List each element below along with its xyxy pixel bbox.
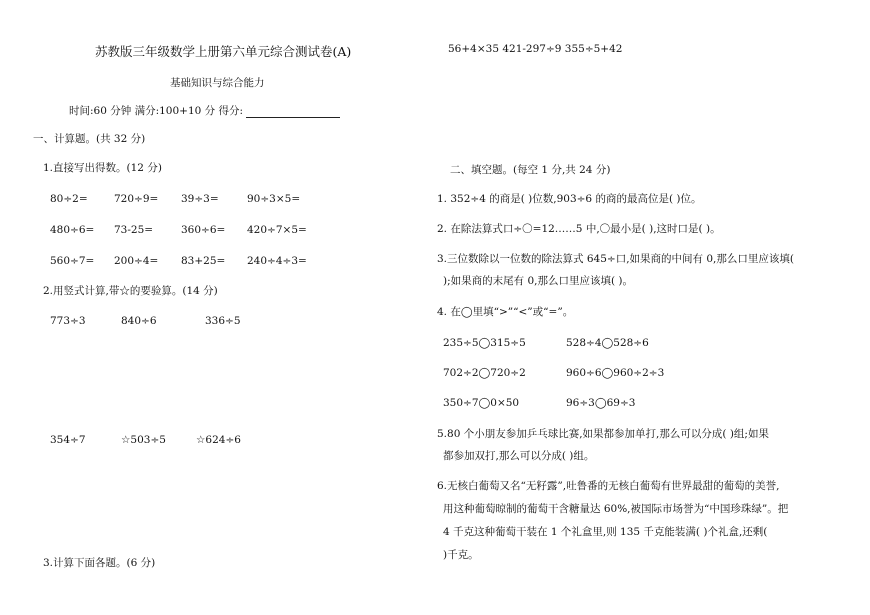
q1-cell: 420÷7×5= xyxy=(247,224,307,236)
q2-problem: 773÷3 xyxy=(50,315,86,327)
q1-title: 1.直接写出得数。(12 分) xyxy=(43,162,162,174)
q2-problem: ☆503÷5 xyxy=(121,434,166,446)
page-subtitle: 基础知识与综合能力 xyxy=(170,77,265,89)
fill-q1: 1. 352÷4 的商是( )位数,903÷6 的商的最高位是( )位。 xyxy=(437,193,702,205)
q1-cell: 720÷9= xyxy=(114,193,159,205)
fill-q5-line2: 都参加双打,那么可以分成( )组。 xyxy=(443,450,595,462)
q1-cell: 200÷4= xyxy=(114,255,159,267)
fill-q3-line2: );如果商的末尾有 0,那么口里应该填( )。 xyxy=(443,275,634,287)
compare-item: 960÷6◯960÷2÷3 xyxy=(566,367,665,379)
q1-cell: 360÷6= xyxy=(181,224,226,236)
compare-item: 96÷3◯69÷3 xyxy=(566,397,636,409)
q1-cell: 80÷2= xyxy=(50,193,88,205)
q1-cell: 83+25= xyxy=(181,255,226,267)
q1-cell: 90÷3×5= xyxy=(247,193,301,205)
q1-cell: 480÷6= xyxy=(50,224,95,236)
top-right-expressions: 56+4×35 421-297÷9 355÷5+42 xyxy=(448,43,623,55)
section2-title: 二、填空题。(每空 1 分,共 24 分) xyxy=(450,164,611,176)
fill-q3-line1: 3.三位数除以一位数的除法算式 645÷口,如果商的中间有 0,那么口里应该填( xyxy=(437,253,794,265)
fill-q6-line1: 6.无核白葡萄又名“无籽露”,吐鲁番的无核白葡萄有世界最甜的葡萄的美誉, xyxy=(437,480,780,492)
fill-q6-line4: )千克。 xyxy=(443,549,479,561)
section1-title: 一、计算题。(共 32 分) xyxy=(33,133,146,145)
fill-q5-line1: 5.80 个小朋友参加乒乓球比赛,如果都参加单打,那么可以分成( )组;如果 xyxy=(437,428,769,440)
q2-problem: 336÷5 xyxy=(205,315,241,327)
exam-info-text: 时间:60 分钟 满分:100+10 分 得分: xyxy=(69,105,244,117)
score-blank[interactable] xyxy=(246,106,340,118)
q1-cell: 39÷3= xyxy=(181,193,219,205)
fill-q6-line2: 用这种葡萄晾制的葡萄干含糖量达 60%,被国际市场誉为“中国珍珠绿”。把 xyxy=(443,503,789,515)
fill-q4: 4. 在◯里填“>”“<”或“=”。 xyxy=(437,306,574,318)
exam-info xyxy=(69,105,340,118)
fill-q2: 2. 在除法算式口÷〇=12……5 中,〇最小是( ),这时口是( )。 xyxy=(437,223,721,235)
q2-problem: 840÷6 xyxy=(121,315,157,327)
fill-q6-line3: 4 千克这种葡萄干装在 1 个礼盒里,则 135 千克能装满( )个礼盒,还剩( xyxy=(443,526,768,538)
compare-item: 235÷5◯315÷5 xyxy=(443,337,526,349)
page-title: 苏教版三年级数学上册第六单元综合测试卷(A) xyxy=(95,44,352,59)
q1-cell: 240÷4÷3= xyxy=(247,255,307,267)
q2-problem: 354÷7 xyxy=(50,434,86,446)
compare-item: 702÷2◯720÷2 xyxy=(443,367,526,379)
compare-item: 528÷4◯528÷6 xyxy=(566,337,649,349)
q2-problem: ☆624÷6 xyxy=(196,434,241,446)
q1-cell: 560÷7= xyxy=(50,255,95,267)
q3-title: 3.计算下面各题。(6 分) xyxy=(43,557,156,569)
compare-item: 350÷7◯0×50 xyxy=(443,397,520,409)
q1-cell: 73-25= xyxy=(114,224,154,236)
q2-title: 2.用竖式计算,带☆的要验算。(14 分) xyxy=(43,285,218,297)
